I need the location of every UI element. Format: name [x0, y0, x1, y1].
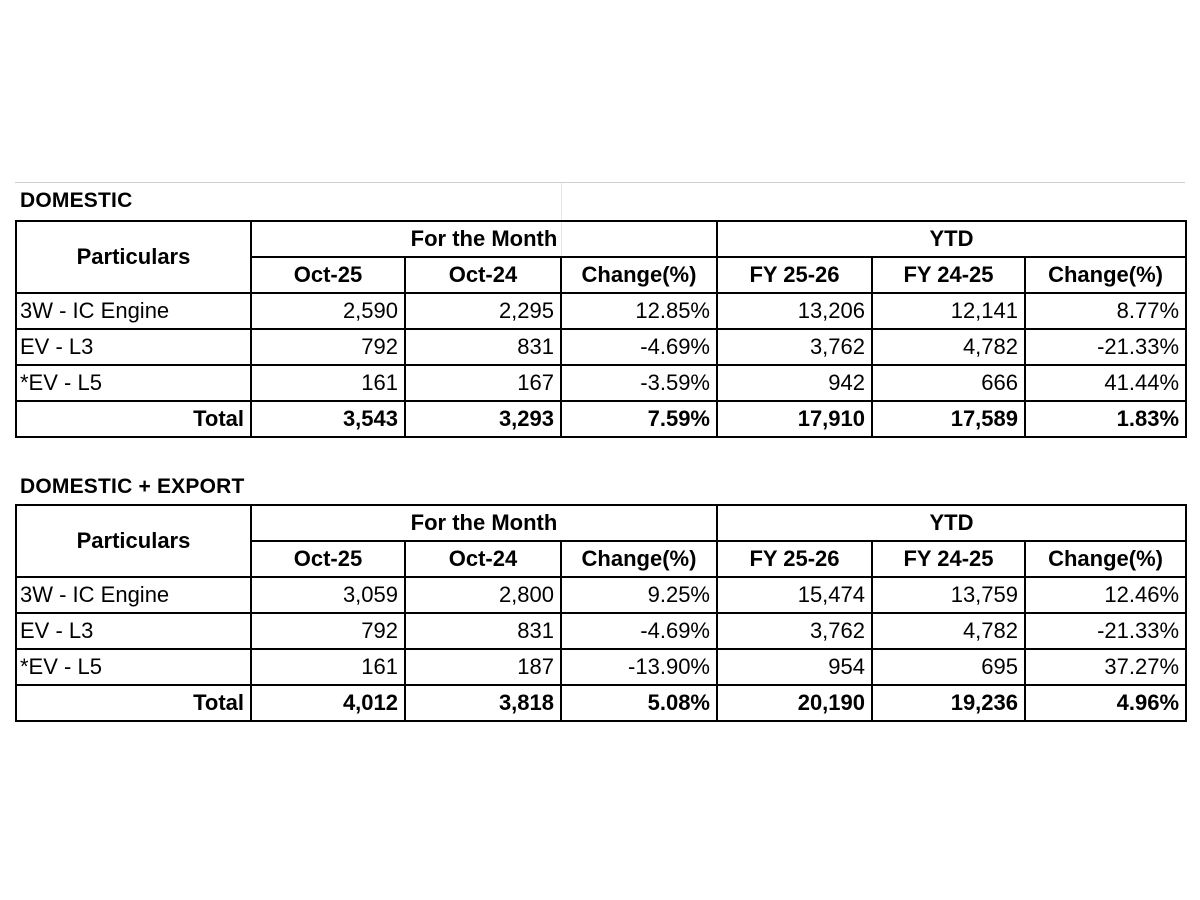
table-cell: 831	[405, 329, 561, 365]
row-label: 3W - IC Engine	[16, 577, 251, 613]
table-cell: 8.77%	[1025, 293, 1186, 329]
table-cell: 161	[251, 365, 405, 401]
table-cell: 167	[405, 365, 561, 401]
total-cell: 17,910	[717, 401, 872, 437]
table-cell: 37.27%	[1025, 649, 1186, 685]
table-cell: 831	[405, 613, 561, 649]
table-cell: 41.44%	[1025, 365, 1186, 401]
column-header: Oct-25	[251, 257, 405, 293]
spreadsheet-sheet	[15, 182, 1185, 719]
table-cell: -21.33%	[1025, 329, 1186, 365]
table-cell: 9.25%	[561, 577, 717, 613]
table-cell: -13.90%	[561, 649, 717, 685]
table-row	[16, 365, 1186, 401]
table-row	[16, 577, 1186, 613]
table-cell: 13,759	[872, 577, 1025, 613]
table-cell: 12.85%	[561, 293, 717, 329]
row-label: 3W - IC Engine	[16, 293, 251, 329]
table-cell: 954	[717, 649, 872, 685]
column-header: Oct-25	[251, 541, 405, 577]
table-header-row-groups	[16, 505, 1186, 541]
section-title-domestic-export: DOMESTIC + EXPORT	[20, 475, 245, 498]
total-row	[16, 685, 1186, 721]
table-cell: 12.46%	[1025, 577, 1186, 613]
table-cell: -4.69%	[561, 329, 717, 365]
table-cell: 15,474	[717, 577, 872, 613]
total-cell: 4.96%	[1025, 685, 1186, 721]
table-row	[16, 293, 1186, 329]
table-cell: 3,762	[717, 613, 872, 649]
row-label: *EV - L5	[16, 649, 251, 685]
total-label: Total	[16, 401, 251, 437]
table-cell: 2,800	[405, 577, 561, 613]
column-header: Change(%)	[561, 257, 717, 293]
total-cell: 3,543	[251, 401, 405, 437]
total-cell: 20,190	[717, 685, 872, 721]
column-header: Change(%)	[1025, 257, 1186, 293]
table-row	[16, 613, 1186, 649]
table-cell: 4,782	[872, 613, 1025, 649]
column-header: FY 24-25	[872, 541, 1025, 577]
table-row	[16, 649, 1186, 685]
column-header: Oct-24	[405, 257, 561, 293]
table-cell: -4.69%	[561, 613, 717, 649]
group-header-month: For the Month	[251, 505, 717, 541]
table-cell: 695	[872, 649, 1025, 685]
total-cell: 1.83%	[1025, 401, 1186, 437]
total-cell: 19,236	[872, 685, 1025, 721]
table-header-row-groups	[16, 221, 1186, 257]
domestic-export-table	[15, 504, 1187, 722]
total-row	[16, 401, 1186, 437]
group-header-ytd: YTD	[717, 221, 1186, 257]
column-header: Oct-24	[405, 541, 561, 577]
table-cell: 792	[251, 329, 405, 365]
total-cell: 17,589	[872, 401, 1025, 437]
column-header: Change(%)	[561, 541, 717, 577]
row-label: *EV - L5	[16, 365, 251, 401]
table-cell: 161	[251, 649, 405, 685]
table-cell: 666	[872, 365, 1025, 401]
particulars-header: Particulars	[16, 505, 251, 577]
table-row	[16, 329, 1186, 365]
table-cell: 4,782	[872, 329, 1025, 365]
column-header: FY 25-26	[717, 541, 872, 577]
table-cell: -3.59%	[561, 365, 717, 401]
table-cell: 3,762	[717, 329, 872, 365]
total-cell: 7.59%	[561, 401, 717, 437]
column-header: Change(%)	[1025, 541, 1186, 577]
table-cell: 187	[405, 649, 561, 685]
total-cell: 4,012	[251, 685, 405, 721]
total-cell: 3,293	[405, 401, 561, 437]
group-header-ytd: YTD	[717, 505, 1186, 541]
group-header-month: For the Month	[251, 221, 717, 257]
section-title-domestic: DOMESTIC	[20, 189, 133, 212]
table-cell: 2,590	[251, 293, 405, 329]
table-cell: -21.33%	[1025, 613, 1186, 649]
table-cell: 792	[251, 613, 405, 649]
table-cell: 3,059	[251, 577, 405, 613]
particulars-header: Particulars	[16, 221, 251, 293]
row-label: EV - L3	[16, 329, 251, 365]
total-cell: 3,818	[405, 685, 561, 721]
row-label: EV - L3	[16, 613, 251, 649]
column-header: FY 25-26	[717, 257, 872, 293]
table-cell: 12,141	[872, 293, 1025, 329]
total-cell: 5.08%	[561, 685, 717, 721]
table-cell: 13,206	[717, 293, 872, 329]
table-cell: 942	[717, 365, 872, 401]
table-cell: 2,295	[405, 293, 561, 329]
column-header: FY 24-25	[872, 257, 1025, 293]
total-label: Total	[16, 685, 251, 721]
domestic-table	[15, 220, 1187, 438]
